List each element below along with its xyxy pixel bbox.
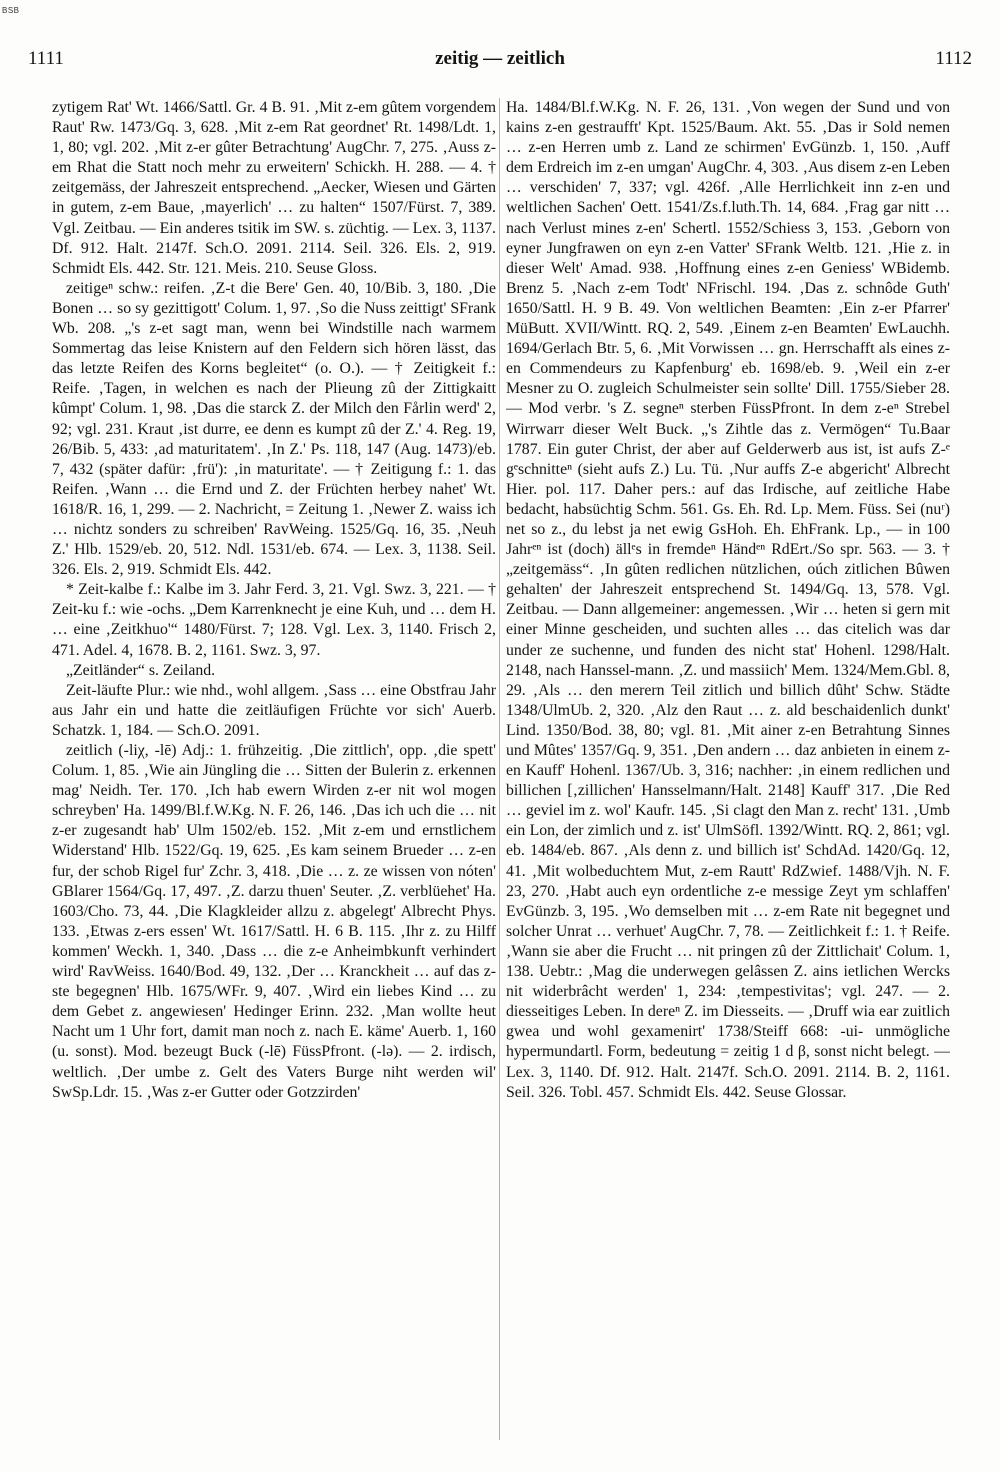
running-head: zeitig — zeitlich	[435, 48, 565, 69]
entry-paragraph: „Zeitländer“ s. Zeiland.	[66, 661, 216, 679]
column-divider	[499, 98, 500, 1440]
entry-paragraph: * Zeit-kalbe f.: Kalbe im 3. Jahr Ferd. 3, 21. Vgl. Swz. 3, 221. — † Zeit-ku f.: wie -ochs. „Dem Karrenknecht je eine Kuh, und … dem H. … eine ‚Zeitkhuo'“ 1480/Fürst. 7; 128. Vgl. Lex. 3, 1140. Frisch 2, 471. Adel. 4, 1678. B. 2, 1161. Swz. 3, 97.	[52, 581, 496, 659]
left-column	[52, 98, 496, 1450]
entry-paragraph: zeitigeⁿ schw.: reifen. ‚Z-t die Bere' Gen. 40, 10/Bib. 3, 180. ‚Die Bonen … so sy gezittigott' Colum. 1, 97. ‚So die Nuss zeittigt' SFrank Wb. 208. „'s z-et sagt man, wenn bei Windstille nach warmem Sommertag das leise Knistern auf den Feldern sich hören lässt, das das letzte Reifen des Korns begleitet“ (o. O.). — † Zeitigkeit f.: Reife. ‚Tagen, in welchen es nach der Plieung zû der Zittigkaitt kûmpt' Colum. 1, 98. ‚Das die starck Z. der Milch den Fårlin werd' 2, 92; vgl. 231. Kraut ‚ist durre, ee denn es kumpt zû der Z.' 4. Reg. 19, 26/Bib. 5, 433: ‚ad maturitatem'. ‚In Z.' Ps. 118, 147 (Aug. 1473)/eb. 7, 432 (später dafür: ‚frü'): ‚in maturitate'. — † Zeitigung f.: 1. das Reifen. ‚Wann … die Ernd und Z. der Früchten herbey nahet' Wt. 1618/R. 16, 1, 299. — 2. Nachricht, = Zeitung 1. ‚Newer Z. waiss ich … nichtz sonders zu schreiben' RavWeing. 1525/Gq. 16, 35. ‚Neuh Z.' Hlb. 1529/eb. 20, 512. Ndl. 1531/eb. 674. — Lex. 3, 1138. Seil. 326. Els. 2, 919. Schmidt Els. 442.	[52, 279, 496, 579]
entry-paragraph: zytigem Rat' Wt. 1466/Sattl. Gr. 4 B. 91. ‚Mit z-em gûtem vorgendem Raut' Rw. 1473/Gq. 3, 628. ‚Mit z-em Rat geordnet' Rt. 1498/Ldt. 1, 1, 80; vgl. 202. ‚Mit z-er gûter Betrachtung' AugChr. 7, 275. ‚Auss z-em Rhat die Statt noch mehr zu erweitern' Schickh. H. 288. — 4. † zeitgemäss, der Jahreszeit entsprechend. „Aecker, Wiesen und Gärten in gutem, z-em Baue, ‚mayerlich' … zu halten“ 1507/Fürst. 7, 389. Vgl. Zeitbau. — Ein anderes tsitik im SW. s. züchtig. — Lex. 3, 1137. Df. 912. Halt. 2147f. Sch.O. 2091. 2114. Seil. 326. Els. 2, 919. Schmidt Els. 442. Str. 121. Meis. 210. Seuse Gloss.	[52, 99, 496, 277]
page-header	[28, 48, 972, 78]
page-number-right: 1112	[935, 48, 972, 69]
right-column	[506, 98, 950, 1450]
page-number-left: 1111	[28, 48, 64, 69]
entry-paragraph: Ha. 1484/Bl.f.W.Kg. N. F. 26, 131. ‚Von wegen der Sund und von kains z-en gestraufft' Kpt. 1525/Baum. Akt. 55. ‚Das ir Sold nemen … z-en Herren umb z. Land ze schirmen' EvGünzb. 1, 150. ‚Auff dem Erdreich im z-en umgan' AugChr. 4, 303. ‚Aus disem z-en Leben … verschiden' 7, 337; vgl. 426f. ‚Alle Herrlichkeit inn z-en und weltlichen Sachen' Oett. 1541/Zs.f.luth.Th. 14, 684. ‚Frag gar nitt … nach Verlust mines z-en' Schertl. 1552/Schiess 3, 153. ‚Geborn von eyner Jungfrawen on eyn z-en Vatter' SFrank Weltb. 121. ‚Hie z. in dieser Welt' Amad. 938. ‚Hoffnung eines z-en Geniess' WBidemb. Brenz 5. ‚Nach z-em Todt' NFrischl. 194. ‚Das z. schnôde Guth' 1650/Sattl. H. 9 B. 49. Von weltlichen Beamten: ‚Ein z-er Pfarrer' MüButt. XVII/Wintt. RQ. 2, 549. ‚Einem z-en Beamten' EwLauchh. 1694/Gerlach Btr. 5, 6. ‚Mit Vorwissen … gn. Herrschafft als eines z-en Commendeurs zu Kapfenburg' eb. 1698/eb. 9. ‚Weil ein z-er Mesner zu O. zugleich Schulmeister sein sollte' Dill. 1755/Sieber 28. — Mod verbr. 's Z. segneⁿ sterben FüssPfront. In dem z-eⁿ Strebel Wirrwarr dieser Welt Buck. „'s Zihtle das z. Vermögen“ Tu.Baar 1787. Ein guter Christ, der aber auf Gelderwerb aus ist, ist aufs Z-ᵉ gᵉschnitteⁿ (sieht aufs Z.) Lu. Tü. ‚Nur auffs Z-e abgericht' Albrecht Hier. pol. 117. Daher pers.: auf das Irdische, auf zeitliche Habe bedacht, habsüchtig Schm. 561. Gs. Eh. Rd. Lp. Mem. Füss. Sei (nuʳ) net so z., du lebst ja net ewig GsHoh. Eh. EhFrank. Lp., — in 100 Jahrᵉⁿ ist (doch) ällᵉs in fremdeⁿ Händᵉⁿ RdErt./So spr. 563. — 3. † „zeitgemäss“. ‚In gûten redlichen nützlichen, oúch zitlichen Bûwen gehalten' der Jahreszeit entsprechend St. 1494/Gq. 13, 578. Vgl. Zeitbau. — Dann allgemeiner: angemessen. ‚Wir … heten si gern mit einer Minne gescheiden, und suchten alles … das citelich was dar under ze suchenne, und funden des nicht stat' Hohenl. 1298/Halt. 2148, nach Hanssel-mann. ‚Z. und massiich' Mem. 1324/Mem.Gbl. 8, 29. ‚Als … den merern Teil zitlich und billich dûht' Schw. Städte 1348/UlmUb. 2, 320. ‚Alz den Raut … z. ald beschaidenlich dunkt' Lind. 1350/Bod. 38, 80; vgl. 81. ‚Mit ainer z-en Betrahtung Sinnes und Mûtes' 1357/Gq. 9, 351. ‚Den andern … daz anbieten in einem z-en Kauff' Hohenl. 1367/Ub. 3, 316; nachher: ‚in einem redlichen und billichen [‚zillichen' Hansselmann/Halt. 2148] Kauff' 317. ‚Die Red … geviel im z. wol' Kaufr. 145. ‚Si clagt den Man z. recht' 131. ‚Umb ein Lon, der zimlich und z. ist' UlmSöfl. 1392/Wintt. RQ. 2, 861; vgl. eb. 1484/eb. 867. ‚Als denn z. und billich ist' SchdAd. 1420/Gq. 12, 41. ‚Mit wolbeduchtem Mut, z-em Rautt' RdZwief. 1488/Vjh. N. F. 23, 270. ‚Habt auch eyn ordentliche z-e messige Zeyt ym schlaffen' EvGünzb. 3, 195. ‚Wo demselben mit … z-em Rate nit begegnet und solcher Unrat … verhuet' AugChr. 7, 78. — Zeitlichkeit f.: 1. † Reife. ‚Wann sie aber die Frucht … nit pringen zû der Zittlichait' Colum. 1, 138. Uebtr.: ‚Mag die underwegen gelâssen Z. ains ietlichen Wercks nit widerbrâcht werden' 1, 234: ‚tempestivitas'; vgl. 247. — 2. diesseitiges Leben. In dereⁿ Z. im Diesseits. — ‚Druff wia ear zuitlich gwea und wohl gexamenirt' 1738/Steiff 668: -ui- unmögliche hypermundartl. Form, bedeutung = zeitig 1 d β, sonst nicht belegt. — Lex. 3, 1140. Df. 912. Halt. 2147f. Sch.O. 2091. 2114. B. 2, 1161. Seil. 326. Tobl. 457. Schmidt Els. 442. Seuse Glossar.	[506, 99, 950, 1101]
entry-paragraph: Zeit-läufte Plur.: wie nhd., wohl allgem. ‚Sass … eine Obstfrau Jahr aus Jahr ein und hatte die zeitläufigen Früchte vor sich' Auerb. Schatzk. 1, 184. — Sch.O. 2091.	[52, 681, 496, 739]
library-stamp: BSB	[2, 6, 20, 15]
entry-paragraph: zeitlich (-liχ, -lē) Adj.: 1. frühzeitig. ‚Die zittlich', opp. ‚die spett' Colum. 1, 85. ‚Wie ain Jüngling die … Sitten der Bulerin z. erkennen mag' Neidh. Ter. 170. ‚Ich hab ewern Wirden z-er nit wol mogen schreyben' Ha. 1499/Bl.f.W.Kg. N. F. 26, 146. ‚Das ich uch die … nit z-er zugesandt hab' Ulm 1502/eb. 152. ‚Mit z-em und ernstlichem Widerstand' Hlb. 1522/Gq. 19, 625. ‚Es kam seinem Brueder … z-en fur, der schob Rigel fur' Zchr. 3, 418. ‚Die … z. ze wissen von nóten' GBlarer 1564/Gq. 17, 497. ‚Z. darzu thuen' Seuter. ‚Z. verblüehet' Ha. 1603/Cho. 73, 44. ‚Die Klagkleider allzu z. abgelegt' Albrecht Phys. 133. ‚Etwas z-ers essen' Wt. 1617/Sattl. H. 6 B. 115. ‚Ihr z. zu Hilff kommen' Weckh. 1, 340. ‚Dass … die z-e Anheimbkunft verhindert wird' RavWeiss. 1640/Bod. 49, 132. ‚Der … Kranckheit … auf das z-ste begegnen' Hlb. 1675/WFr. 9, 407. ‚Wird ein liebes Kind … zu dem Gebet z. angewiesen' Hedinger Erinn. 232. ‚Man wollte heut Nacht um 1 Uhr fort, damit man noch z. nach E. käme' Auerb. 1, 160 (u. sonst). Mod. bezeugt Buck (-lē) FüssPfront. (-lə). — 2. irdisch, weltlich. ‚Der umbe z. Gelt des Vaters Burge niht werden wil' SwSp.Ldr. 15. ‚Was z-er Gutter oder Gotzzirden'	[52, 742, 496, 1101]
